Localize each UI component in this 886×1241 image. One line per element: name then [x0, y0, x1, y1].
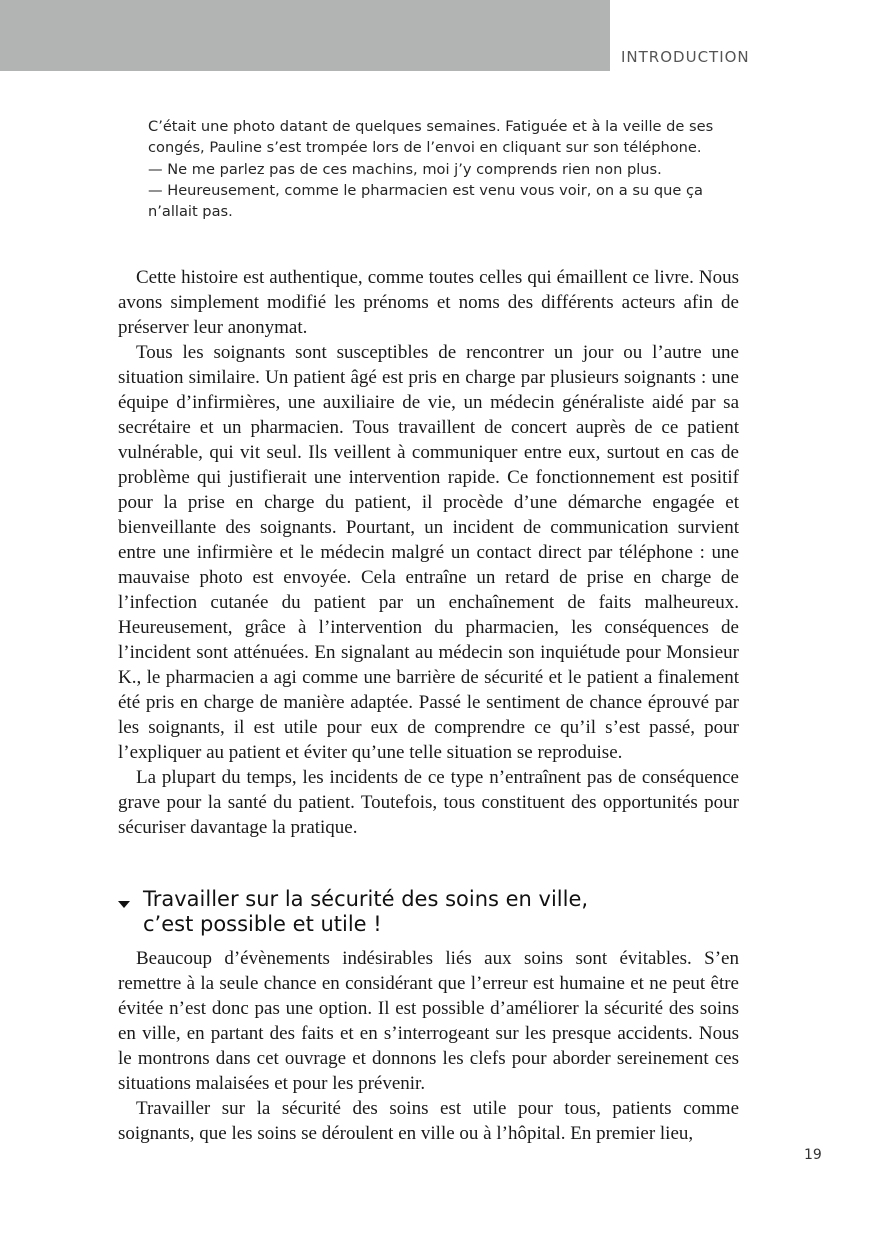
- paragraph: Travailler sur la sécurité des soins est utile pour tous, patients comme soignants, que les soins se déroulent en ville ou à l’hôpital. En premier lieu,: [118, 1098, 739, 1144]
- body-text: [118, 265, 739, 840]
- section-title-line-1: Travailler sur la sécurité des soins en ville,: [143, 887, 589, 911]
- dialogue-line: — Ne me parlez pas de ces machins, moi j’y comprends rien non plus.: [148, 160, 662, 178]
- body-text-section: [118, 946, 739, 1146]
- triangle-down-icon: [118, 901, 130, 908]
- paragraph: Beaucoup d’évènements indésirables liés aux soins sont évitables. S’en remettre à la seule chance en considérant que l’erreur est humaine et ne peut être évitée n’est donc pas une option. Il est possible d’améliorer la sécurité des soins en ville, en partant des faits et en s’interrogeant sur les presque accidents. Nous le montrons dans cet ouvrage et donnons les clefs pour aborder sereinement ces situations malaisées et pour les prévenir.: [118, 948, 739, 1094]
- section-heading: [118, 887, 739, 937]
- dialogue-line: — Heureusement, comme le pharmacien est venu vous voir, on a su que ça n’allait pas.: [148, 181, 703, 221]
- paragraph: Tous les soignants sont susceptibles de rencontrer un jour ou l’autre une situation similaire. Un patient âgé est pris en charge par plusieurs soignants : une équipe d’infirmières, une auxiliaire de vie, un médecin généraliste aidé par sa secrétaire et un pharmacien. Tous travaillent de concert auprès de ce patient vulnérable, qui vit seul. Ils veillent à communiquer entre eux, surtout en cas de problème qui justifierait une intervention rapide. Ce fonctionnement est positif pour la prise en charge du patient, il procède d’une démarche engagée et bienveillante des soignants. Pourtant, un incident de communication survient entre une infirmière et le médecin malgré un contact direct par téléphone : une mauvaise photo est envoyée. Cela entraîne un retard de prise en charge de l’infection cutanée du patient par un enchaînement de faits malheureux. Heureusement, grâce à l’intervention du pharmacien, les conséquences de l’incident sont atténuées. En signalant au médecin son inquiétude pour Monsieur K., le pharmacien a agi comme une barrière de sécurité et le patient a finalement été pris en charge de manière adaptée. Passé le sentiment de chance éprouvé par les soignants, il est utile pour eux de comprendre ce qu’il s’est passé, pour l’expliquer au patient et éviter qu’une telle situation se reproduise.: [118, 342, 739, 763]
- paragraph: La plupart du temps, les incidents de ce type n’entraînent pas de conséquence grave pour la santé du patient. Toutefois, tous constituent des opportunités pour sécuriser davantage la pratique.: [118, 767, 739, 838]
- running-head: INTRODUCTION: [621, 48, 750, 66]
- paragraph: Cette histoire est authentique, comme toutes celles qui émaillent ce livre. Nous avons simplement modifié les prénoms et noms des différents acteurs afin de préserver leur anonymat.: [118, 267, 739, 338]
- section-title-line-2: c’est possible et utile !: [143, 912, 382, 936]
- page-number: 19: [804, 1147, 822, 1163]
- header-bar: [0, 0, 610, 71]
- dialogue-excerpt: [148, 116, 714, 222]
- dialogue-line: C’était une photo datant de quelques semaines. Fatiguée et à la veille de ses congés, Pauline s’est trompée lors de l’envoi en cliquant sur son téléphone.: [148, 118, 714, 157]
